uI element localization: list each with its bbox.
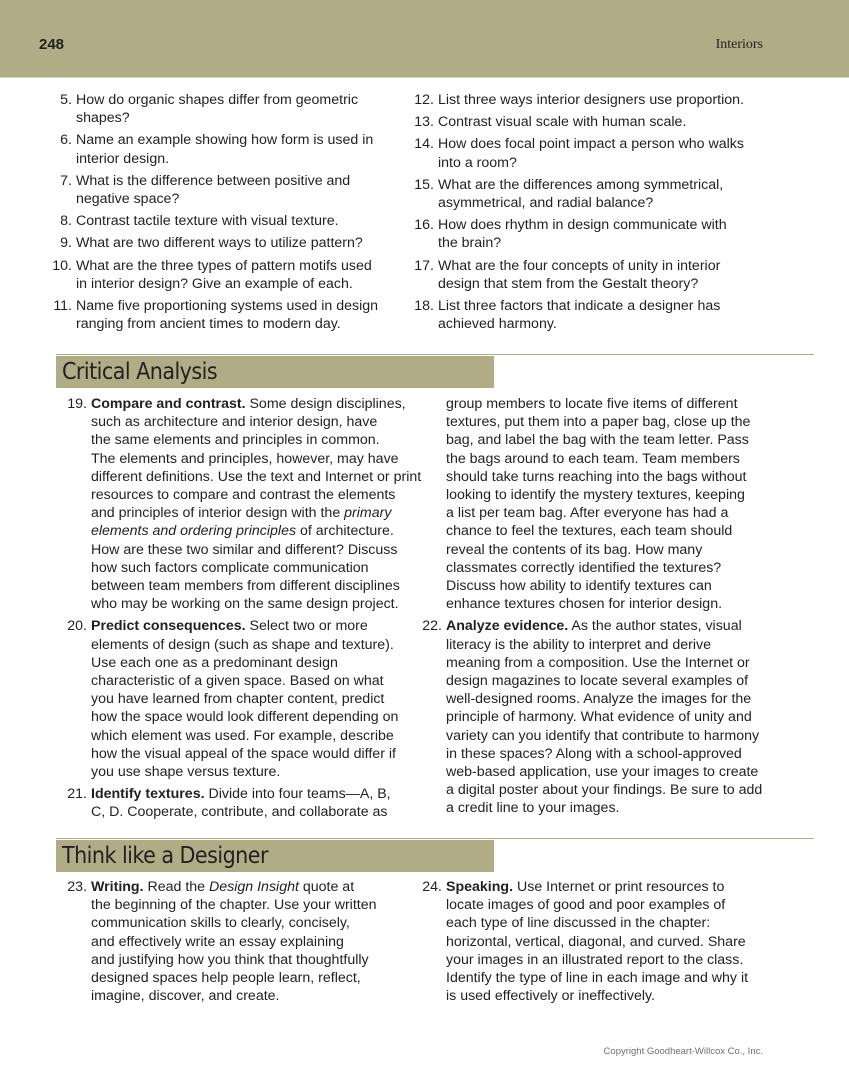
item-lead-in: Predict consequences. [91,618,246,635]
item-text: How do organic shapes differ from geometric shapes? [76,92,359,127]
item-text: What are the differences among symmetrical, asymmetrical, and radial balance? [438,176,724,212]
item-text: Name an example showing how form is used in interior design. [76,132,374,167]
list-item [57,395,422,613]
item-text: List three ways interior designers use proportion. [438,92,744,108]
item-number: 24. [422,879,442,895]
review-questions-right [404,91,804,337]
item-number: 19. [67,396,87,412]
item-text: List three factors that indicate a designer has achieved harmony. [438,298,721,333]
item-number: 17. [414,257,434,274]
review-questions-left [42,91,412,337]
item-text: Name five proportioning systems used in design ranging from ancient times to modern day. [76,298,379,333]
item-number: 21. [67,786,87,803]
item-lead-in: Speaking. [446,879,514,895]
item-text: Predict consequences. Select two or more elements of design (such as shape and texture). Use each one as a predominant design characteristic of a given space. Based on what you have learned from chapter content, predict how the space would look different depending on which element was used. For example, describe how the visual appeal of the space would differ if you use shape versus texture. [91,618,399,781]
item-text: Contrast tactile texture with visual texture. [76,213,339,230]
item-number: 5. [60,92,72,108]
page-header-band [0,0,849,78]
critical-analysis-right [412,395,792,822]
list-item [412,617,792,817]
item-number: 6. [60,132,72,149]
item-number: 15. [414,176,434,193]
list-item [404,176,804,212]
item-lead-in: Analyze evidence. [446,618,569,635]
item-number: 8. [60,213,72,230]
think-like-designer-left [57,878,417,1009]
item-number: 13. [414,114,434,131]
item-number: 11. [53,298,72,315]
item-lead-in: Compare and contrast. [91,396,246,412]
copyright-notice: Copyright Goodheart-Willcox Co., Inc. [603,1046,763,1057]
item-text: What are the four concepts of unity in interior design that stem from the Gestalt theory? [438,257,721,292]
item-text: Contrast visual scale with human scale. [438,114,687,131]
item-text: Identify textures. Divide into four teams—A, B, C, D. Cooperate, contribute, and collaborate as [91,786,391,821]
list-item [404,91,804,109]
item-number: 7. [60,172,72,189]
list-item [42,297,412,333]
item-text: group members to locate five items of different textures, put them into a paper bag, close up the bag, and label the bag with the team letter. Pass the bags around to each team. Team members should take turns reaching into the bags without looking to identify the mystery textures, keeping a list per team bag. After everyone has had a chance to feel the textures, each team should reveal the contents of its bag. How many classmates correctly identified the textures? Discuss how ability to identify textures can enhance textures chosen for interior design. [446,396,751,613]
list-item [412,395,792,613]
item-text: What are the three types of pattern motifs used in interior design? Give an example of each. [76,257,372,292]
list-item [42,212,412,230]
list-item [404,216,804,252]
item-lead-in: Identify textures. [91,786,205,803]
section-title: Think like a Designer [62,843,268,869]
item-text: Speaking. Use Internet or print resources to locate images of good and poor examples of each type of line discussed in the chapter: horizontal, vertical, diagonal, and curved. Share your images in an illustrated report to the class. Identify the type of line in each image and why it is used effectively or ineffectively. [446,879,749,1005]
item-number: 9. [60,235,72,252]
section-heading-critical-analysis [56,354,814,389]
list-item [404,113,804,131]
item-text: Compare and contrast. Some design disciplines, such as architecture and interior design, have the same elements and principles in common. The elements and principles, however, may have different definitions. Use the text and Internet or print resources to compare and contrast the elements and principles of interior design with the primary elements and ordering principles of architecture. How are these two similar and different? Discuss how such factors complicate communication between team members from different disciplines who may be working on the same design project. [91,396,422,613]
list-item [42,91,412,127]
section-heading-think-like-a-designer [56,838,814,873]
item-text: Analyze evidence. As the author states, visual literacy is the ability to interpret and derive meaning from a composition. Use the Internet or design magazines to locate several examples of well-designed rooms. Analyze the images for the principle of harmony. What evidence of unity and variety can you identify that contribute to harmony in these spaces? Along with a school-approved web-based application, use your images to create a digital poster about your findings. Be sure to add a credit line to your images. [446,618,763,817]
item-text: How does rhythm in design communicate with the brain? [438,217,727,252]
item-number: 22. [422,618,442,635]
item-number: 14. [414,136,434,153]
list-item [57,785,417,821]
list-item [404,297,804,333]
item-number: 10. [52,257,72,274]
running-head: Interiors [715,37,763,52]
item-number: 12. [414,92,434,108]
list-item [412,878,792,1005]
item-number: 23. [67,879,87,895]
item-text: Writing. Read the Design Insight quote at the beginning of the chapter. Use your written communication skills to clearly, concisely, and effectively write an essay explaining and justifying how you think that thoughtfully designed spaces help people learn, reflect, imagine, discover, and create. [91,879,377,1005]
item-number: 16. [414,217,434,234]
item-text: What are two different ways to utilize pattern? [76,235,363,252]
list-item [42,131,412,167]
section-title: Critical Analysis [62,359,218,385]
list-item [404,257,804,293]
list-item [42,172,412,208]
list-item [57,878,417,1005]
item-text: What is the difference between positive and negative space? [76,172,351,208]
item-text: How does focal point impact a person who walks into a room? [438,136,744,171]
item-number: 20. [67,618,87,635]
list-item [42,234,412,252]
think-like-designer-right [412,878,792,1009]
list-item [404,135,804,171]
list-item [42,257,412,293]
item-number: 18. [414,298,434,315]
list-item [57,617,417,781]
item-lead-in: Writing. [91,879,144,895]
page-number: 248 [39,36,65,53]
critical-analysis-left [57,395,422,826]
